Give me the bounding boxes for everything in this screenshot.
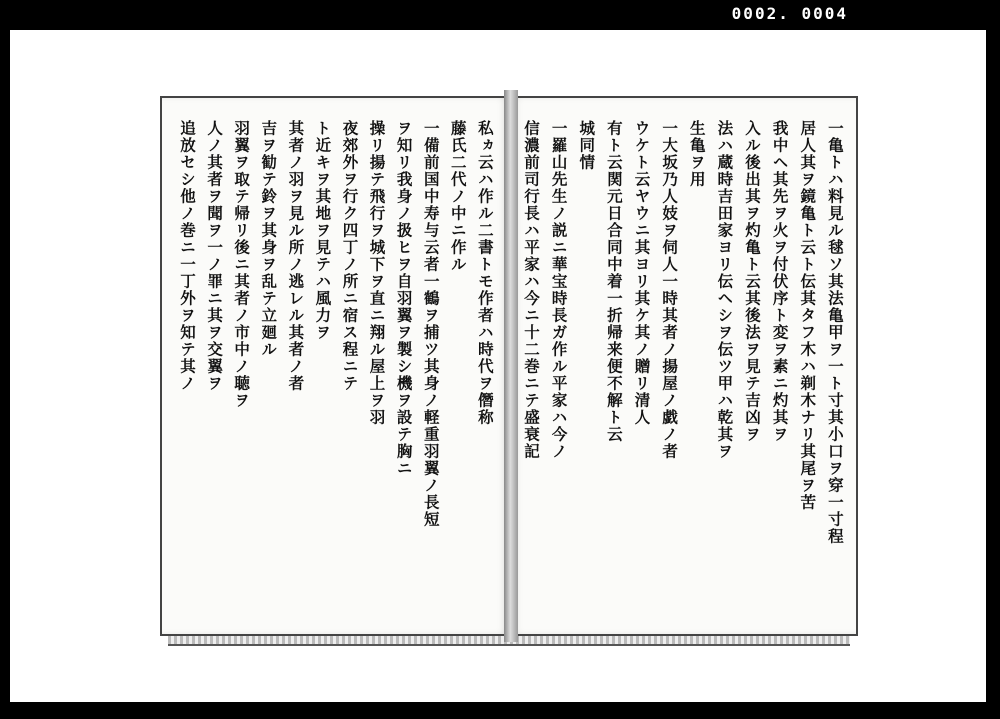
text-column: 羽翼ヲ取テ帰リ後ニ其者ノ市中ノ聴ヲ (232, 120, 252, 409)
text-column: 一羅山先生ノ説ニ華宝時長ガ作ル平家ハ今ノ (549, 120, 569, 460)
book-spine (504, 90, 518, 642)
left-page-text (176, 120, 496, 625)
text-column: 操リ揚テ飛行ヲ城下ヲ直ニ翔ル屋上ヲ羽 (367, 120, 387, 426)
open-book (160, 96, 858, 646)
text-column: ウケト云ヤウニ其ヨリ其ケ其ノ贈リ清人 (632, 120, 652, 426)
text-column: 其者ノ羽ヲ見ル所ノ逃レル其者ノ者 (286, 120, 306, 392)
text-column: 有ト云関元日合同中着一折帰来便不解ト云 (604, 120, 624, 443)
text-column: 信濃前司行長ハ平家ハ今ニ十二巻ニテ盛衰記 (522, 120, 541, 460)
left-page (160, 96, 510, 636)
text-column: ヲ知リ我身ノ扱ヒヲ自羽翼ヲ製シ機ヲ設テ胸ニ (394, 120, 414, 477)
text-column: 夜郊外ヲ行ク四丁ノ所ニ宿ス程ニテ (340, 120, 360, 392)
text-column: 一亀トハ料見ル毬ソ其法亀甲ヲ一ト寸其小口ヲ穿一寸程 (825, 120, 845, 545)
text-column: ト近キヲ其地ヲ見テハ風力ヲ (313, 120, 333, 341)
frame-number-label: 0002. 0004 (731, 4, 848, 23)
right-page (510, 96, 858, 636)
text-column: 法ハ蔵時吉田家ヨリ伝ヘシヲ伝ツ甲ハ乾其ヲ (715, 120, 735, 460)
text-column: 追放セシ他ノ巻ニ一丁外ヲ知テ其ノ (178, 120, 197, 392)
text-column: 居人其ヲ鏡亀ト云ト伝其タフ木ハ剃木ナリ其尾ヲ苦 (798, 120, 818, 511)
text-column: 私ヵ云ハ作ル二書トモ作者ハ時代ヲ僭称 (475, 120, 495, 426)
text-column: 人ノ其者ヲ聞ヲ一ノ罪ニ其ヲ交翼ヲ (205, 120, 225, 392)
text-column: 城同情 (577, 120, 597, 171)
text-column: 吉ヲ勧テ鈴ヲ其身ヲ乱テ立廻ル (259, 120, 279, 358)
right-page-text (520, 120, 846, 625)
text-column: 入ル後出其ヲ灼亀ト云其後法ヲ見テ吉凶ヲ (743, 120, 762, 443)
text-column: 一大坂乃人妓ヲ伺人一時其者ノ揚屋ノ戯ノ者 (660, 120, 680, 460)
text-column: 生亀ヲ用 (687, 120, 707, 188)
text-column: 一備前国中寿与云者一鶴ヲ捕ツ其身ノ軽重羽翼ノ長短 (421, 120, 441, 528)
text-column: 我中ヘ其先ヲ火ヲ付伏序ト変ヲ素ニ灼其ヲ (770, 120, 790, 443)
text-column: 藤氏二代ノ中ニ作ル (448, 120, 468, 273)
